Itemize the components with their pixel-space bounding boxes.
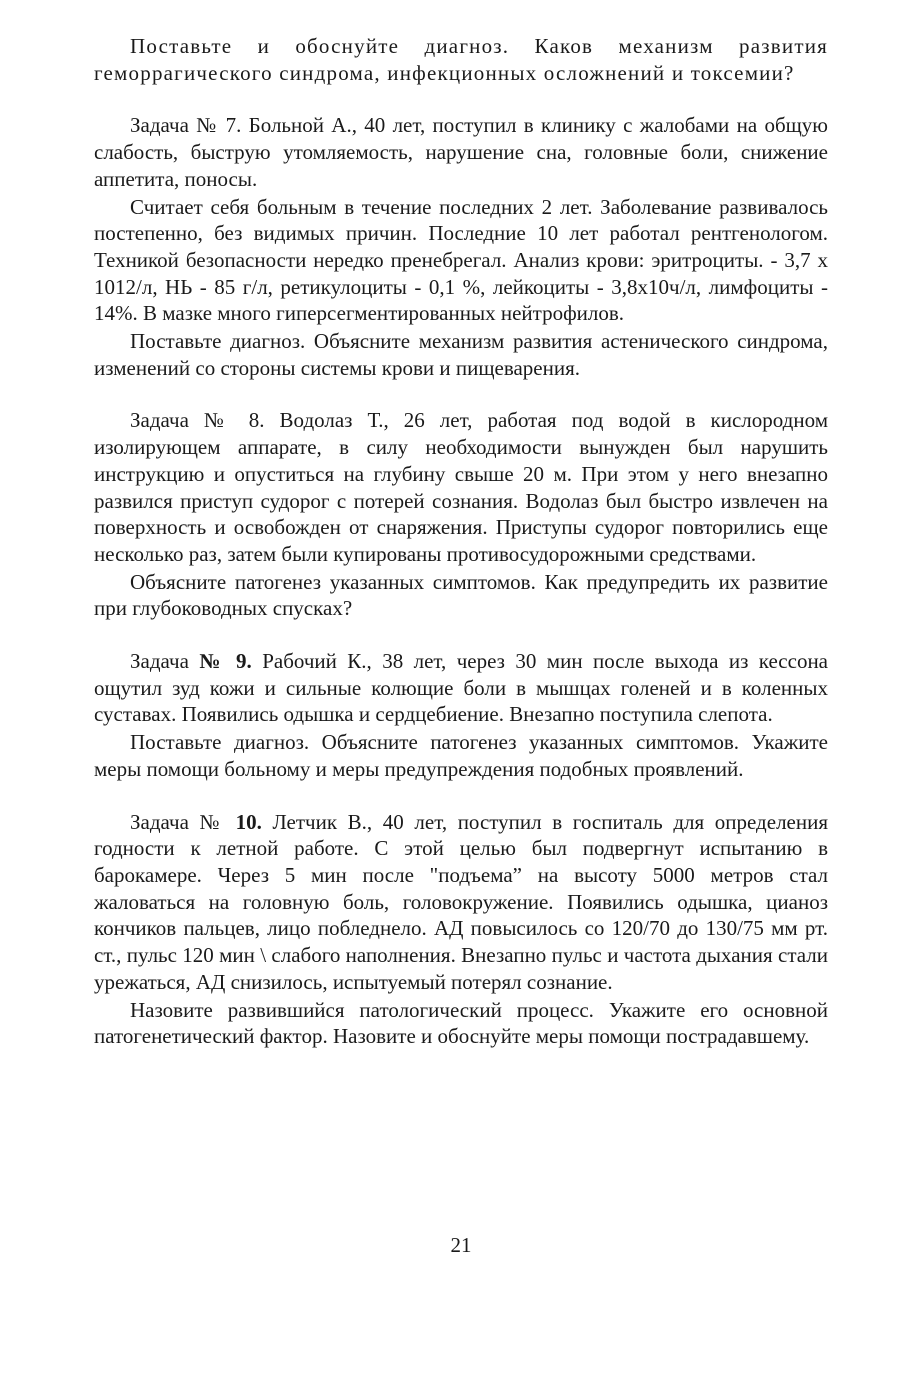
task-7 [94, 112, 828, 381]
task-8-paragraph-2: Объясните патогенез указанных симптомов. Как предупредить их развитие при глубоководных спусках? [94, 569, 828, 621]
task-9-paragraph-2: Поставьте диагноз. Объясните патогенез указанных симптомов. Укажите меры помощи больному и меры предупреждения подобных проявлений. [94, 730, 828, 781]
task-8-text-1: Водолаз Т., 26 лет, работая под водой в кислородном изолирующем аппарате, в силу необходимости вынужден был нарушить инструкцию и опуститься на глубину свыше 20 м. При этом у него внезапно развился приступ судорог с потерей сознания. Водолаз был быстро извлечен на поверхность и освобожден от снаряжения. Приступы судорог повторились еще несколько раз, затем были купированы противосудорожными средствами. [94, 408, 828, 566]
task-9-text-1: Рабочий К., 38 лет, через 30 мин после выхода из кессона ощутил зуд кожи и сильные колющие боли в мышцах голеней и в коленных суставах. Появились одышка и сердцебиение. Внезапно поступила слепота. [94, 649, 829, 727]
task-7-text-1: Больной А., 40 лет, поступил в клинику с жалобами на общую слабость, быструю утомляемость, нарушение сна, головные боли, снижение аппетита, поносы. [94, 113, 828, 191]
task-8 [94, 407, 828, 622]
page-content [94, 33, 828, 1050]
task-9-paragraph-1 [94, 648, 828, 728]
task-10 [94, 809, 828, 1050]
task-9-heading-prefix: Задача [130, 649, 189, 674]
task-8-heading: Задача № 8. [130, 408, 265, 433]
task-7-heading: Задача № 7. [130, 113, 242, 138]
task-10-heading-number: 10. [235, 809, 262, 834]
task-10-paragraph-2: Назовите развившийся патологический процесс. Укажите его основной патогенетический фактор. Назовите и обоснуйте меры помощи пострадавшему. [94, 997, 828, 1049]
task-9-heading-number: № 9. [199, 649, 252, 674]
task-10-paragraph-1 [94, 809, 828, 996]
task-10-text-1: Летчик В., 40 лет, поступил в госпиталь для определения годности к летной работе. С этой целью был подвергнут испытанию в барокамере. Через 5 мин после "подъема” на высоту 5000 метров стал жаловаться на головную боль, головокружение. Появились одышка, цианоз кончиков пальцев, лицо побледнело. АД повысилось со 120/70 до 130/75 мм рт. ст., пульс 120 мин \ слабого наполнения. Внезапно пульс и частота дыхания стали урежаться, АД снизилось, испытуемый потерял сознание. [94, 809, 828, 994]
task-7-paragraph-1 [94, 112, 828, 192]
task-10-heading-prefix: Задача № [130, 809, 225, 834]
page-number: 21 [450, 1233, 472, 1257]
task-8-paragraph-1 [94, 407, 828, 567]
task-7-paragraph-2: Считает себя больным в течение последних 2 лет. Заболевание развивалось постепенно, без видимых причин. Последние 10 лет работал рентгенологом. Техникой безопасности нередко пренебрегал. Анализ крови: эритроциты. - 3,7 х 1012/л, НЬ - 85 г/л, ретикулоциты - 0,1 %, лейкоциты - 3,8х10ч/л, лимфоциты - 14%. В мазке много гиперсегментированных нейтрофилов. [94, 194, 828, 326]
intro-paragraph: Поставьте и обоснуйте диагноз. Каков механизм развития геморрагического синдрома, инфекционных осложнений и токсемии? [94, 34, 828, 85]
task-9 [94, 648, 828, 783]
task-7-paragraph-3: Поставьте диагноз. Объясните механизм развития астенического синдрома, изменений со стороны системы крови и пищеварения. [94, 329, 828, 380]
